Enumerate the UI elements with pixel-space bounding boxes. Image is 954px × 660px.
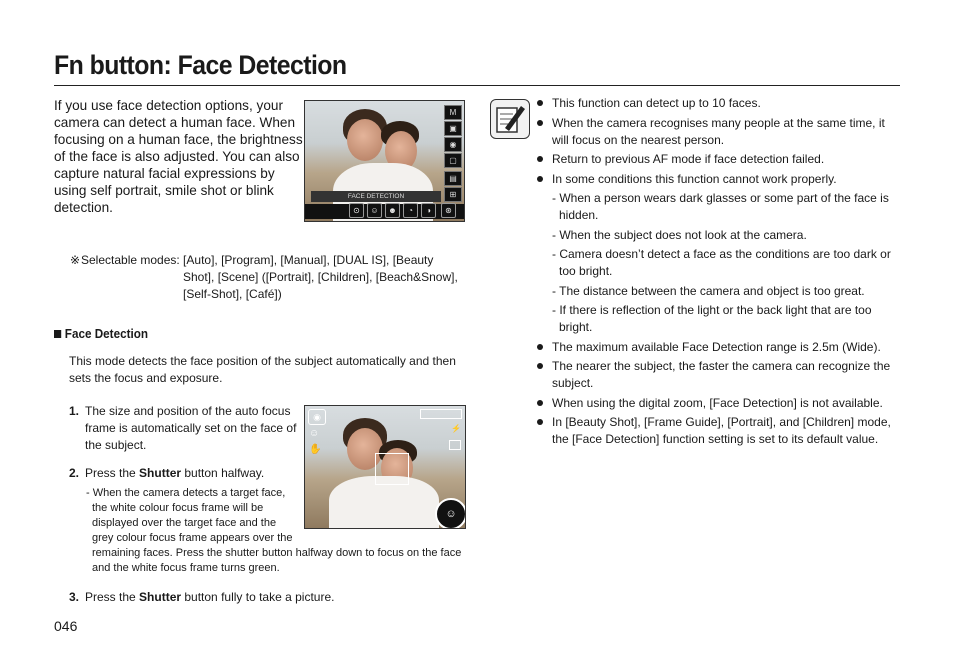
- note-sub-item: - Camera doesn’t detect a face as the conditions are too dark or too bright.: [552, 247, 891, 278]
- size-icon: ▤: [444, 171, 462, 186]
- focus-frame-screenshot: [304, 405, 466, 529]
- face-detection-menu-screenshot: [304, 100, 465, 222]
- note-icon: ※: [70, 253, 81, 267]
- page-number: 046: [54, 618, 78, 634]
- note-bullet: Return to previous AF mode if face detection failed.: [536, 151, 896, 168]
- step-1: 1. The size and position of the auto focus frame is automatically set on the face of the subject.: [69, 404, 297, 452]
- selectable-modes-note: ※Selectable modes: [Auto], [Program], [Manual], [DUAL IS], [Beauty Shot], [Scene] ([Portrait], [Children], [Beach&Snow], [Self-Shot], [Café]): [70, 253, 458, 301]
- note-bullet: The nearer the subject, the faster the camera can recognize the subject.: [536, 358, 896, 392]
- note-sub-item: - When the subject does not look at the camera.: [552, 227, 807, 242]
- step-2-detail: - When the camera detects a target face, the white colour focus frame will be displayed over the target face and the grey colour focus frame appears over the remaining faces. Press the shutter button halfway down to focus on the face and the white focus frame turns green.: [86, 487, 462, 574]
- note-bullet: When using the digital zoom, [Face Detection] is not available.: [536, 395, 896, 412]
- section-heading: Face Detection: [54, 326, 148, 341]
- af-icon: ▣: [444, 121, 462, 136]
- self-portrait-icon: ☺: [367, 203, 382, 218]
- notes-list: [536, 95, 896, 451]
- note-bullet: This function can detect up to 10 faces.: [536, 95, 896, 112]
- section-description: This mode detects the face position of the subject automatically and then sets the focus and exposure.: [69, 354, 456, 385]
- face-mode-icon: ☺: [309, 428, 320, 439]
- note-bullet: In some conditions this function cannot work properly.: [536, 171, 896, 188]
- memo-pen-icon: [491, 100, 529, 138]
- grid-icon: ⊞: [444, 187, 462, 202]
- page-title: Fn button: Face Detection: [54, 50, 347, 80]
- face-detection-icon: ☺: [435, 498, 466, 529]
- camera-mode-icon: ◉: [308, 409, 326, 425]
- smart-face-icon: ◑: [421, 203, 436, 218]
- square-bullet-icon: [54, 330, 61, 338]
- face-woman: [347, 119, 383, 161]
- step-3: 3. Press the Shutter button fully to take a picture.: [69, 590, 335, 604]
- battery-icon: [420, 409, 462, 419]
- smile-shot-icon: ☻: [385, 203, 400, 218]
- frame-icon: ▢: [444, 153, 462, 168]
- note-bullet: In [Beauty Shot], [Frame Guide], [Portrait], and [Children] mode, the [Face Detection] function setting is set to its default value.: [536, 414, 896, 448]
- focus-frame: [375, 453, 409, 485]
- blink-icon: ◔: [403, 203, 418, 218]
- title-divider: [54, 85, 900, 86]
- face-detection-menu-label: FACE DETECTION: [311, 191, 441, 202]
- mode-icon: M: [444, 105, 462, 120]
- step-2: 2. Press the Shutter button halfway.: [69, 466, 265, 480]
- note-sub-item: - When a person wears dark glasses or some part of the face is hidden.: [552, 191, 889, 222]
- intro-paragraph: If you use face detection options, your camera can detect a human face. When focusing on a human face, the brightness of the face is also adjusted. You can also capture natural facial expressions by using self portrait, smile shot or blink detection.: [54, 98, 303, 215]
- face-recognition-icon: ⊛: [441, 203, 456, 218]
- note-bullet: When the camera recognises many people at the same time, it will focus on the nearest person.: [536, 115, 896, 149]
- size-icon: [449, 440, 461, 450]
- face-icon: ◉: [444, 137, 462, 152]
- stabilizer-icon: ✋: [309, 444, 322, 455]
- flash-icon: ⚡: [451, 424, 461, 433]
- note-sub-item: - The distance between the camera and object is too great.: [552, 283, 865, 298]
- face-detect-icon: ⊙: [349, 203, 364, 218]
- memo-icon: [490, 99, 530, 139]
- note-sub-item: - If there is reflection of the light or the back light that are too bright.: [552, 303, 872, 334]
- note-bullet: The maximum available Face Detection range is 2.5m (Wide).: [536, 339, 896, 356]
